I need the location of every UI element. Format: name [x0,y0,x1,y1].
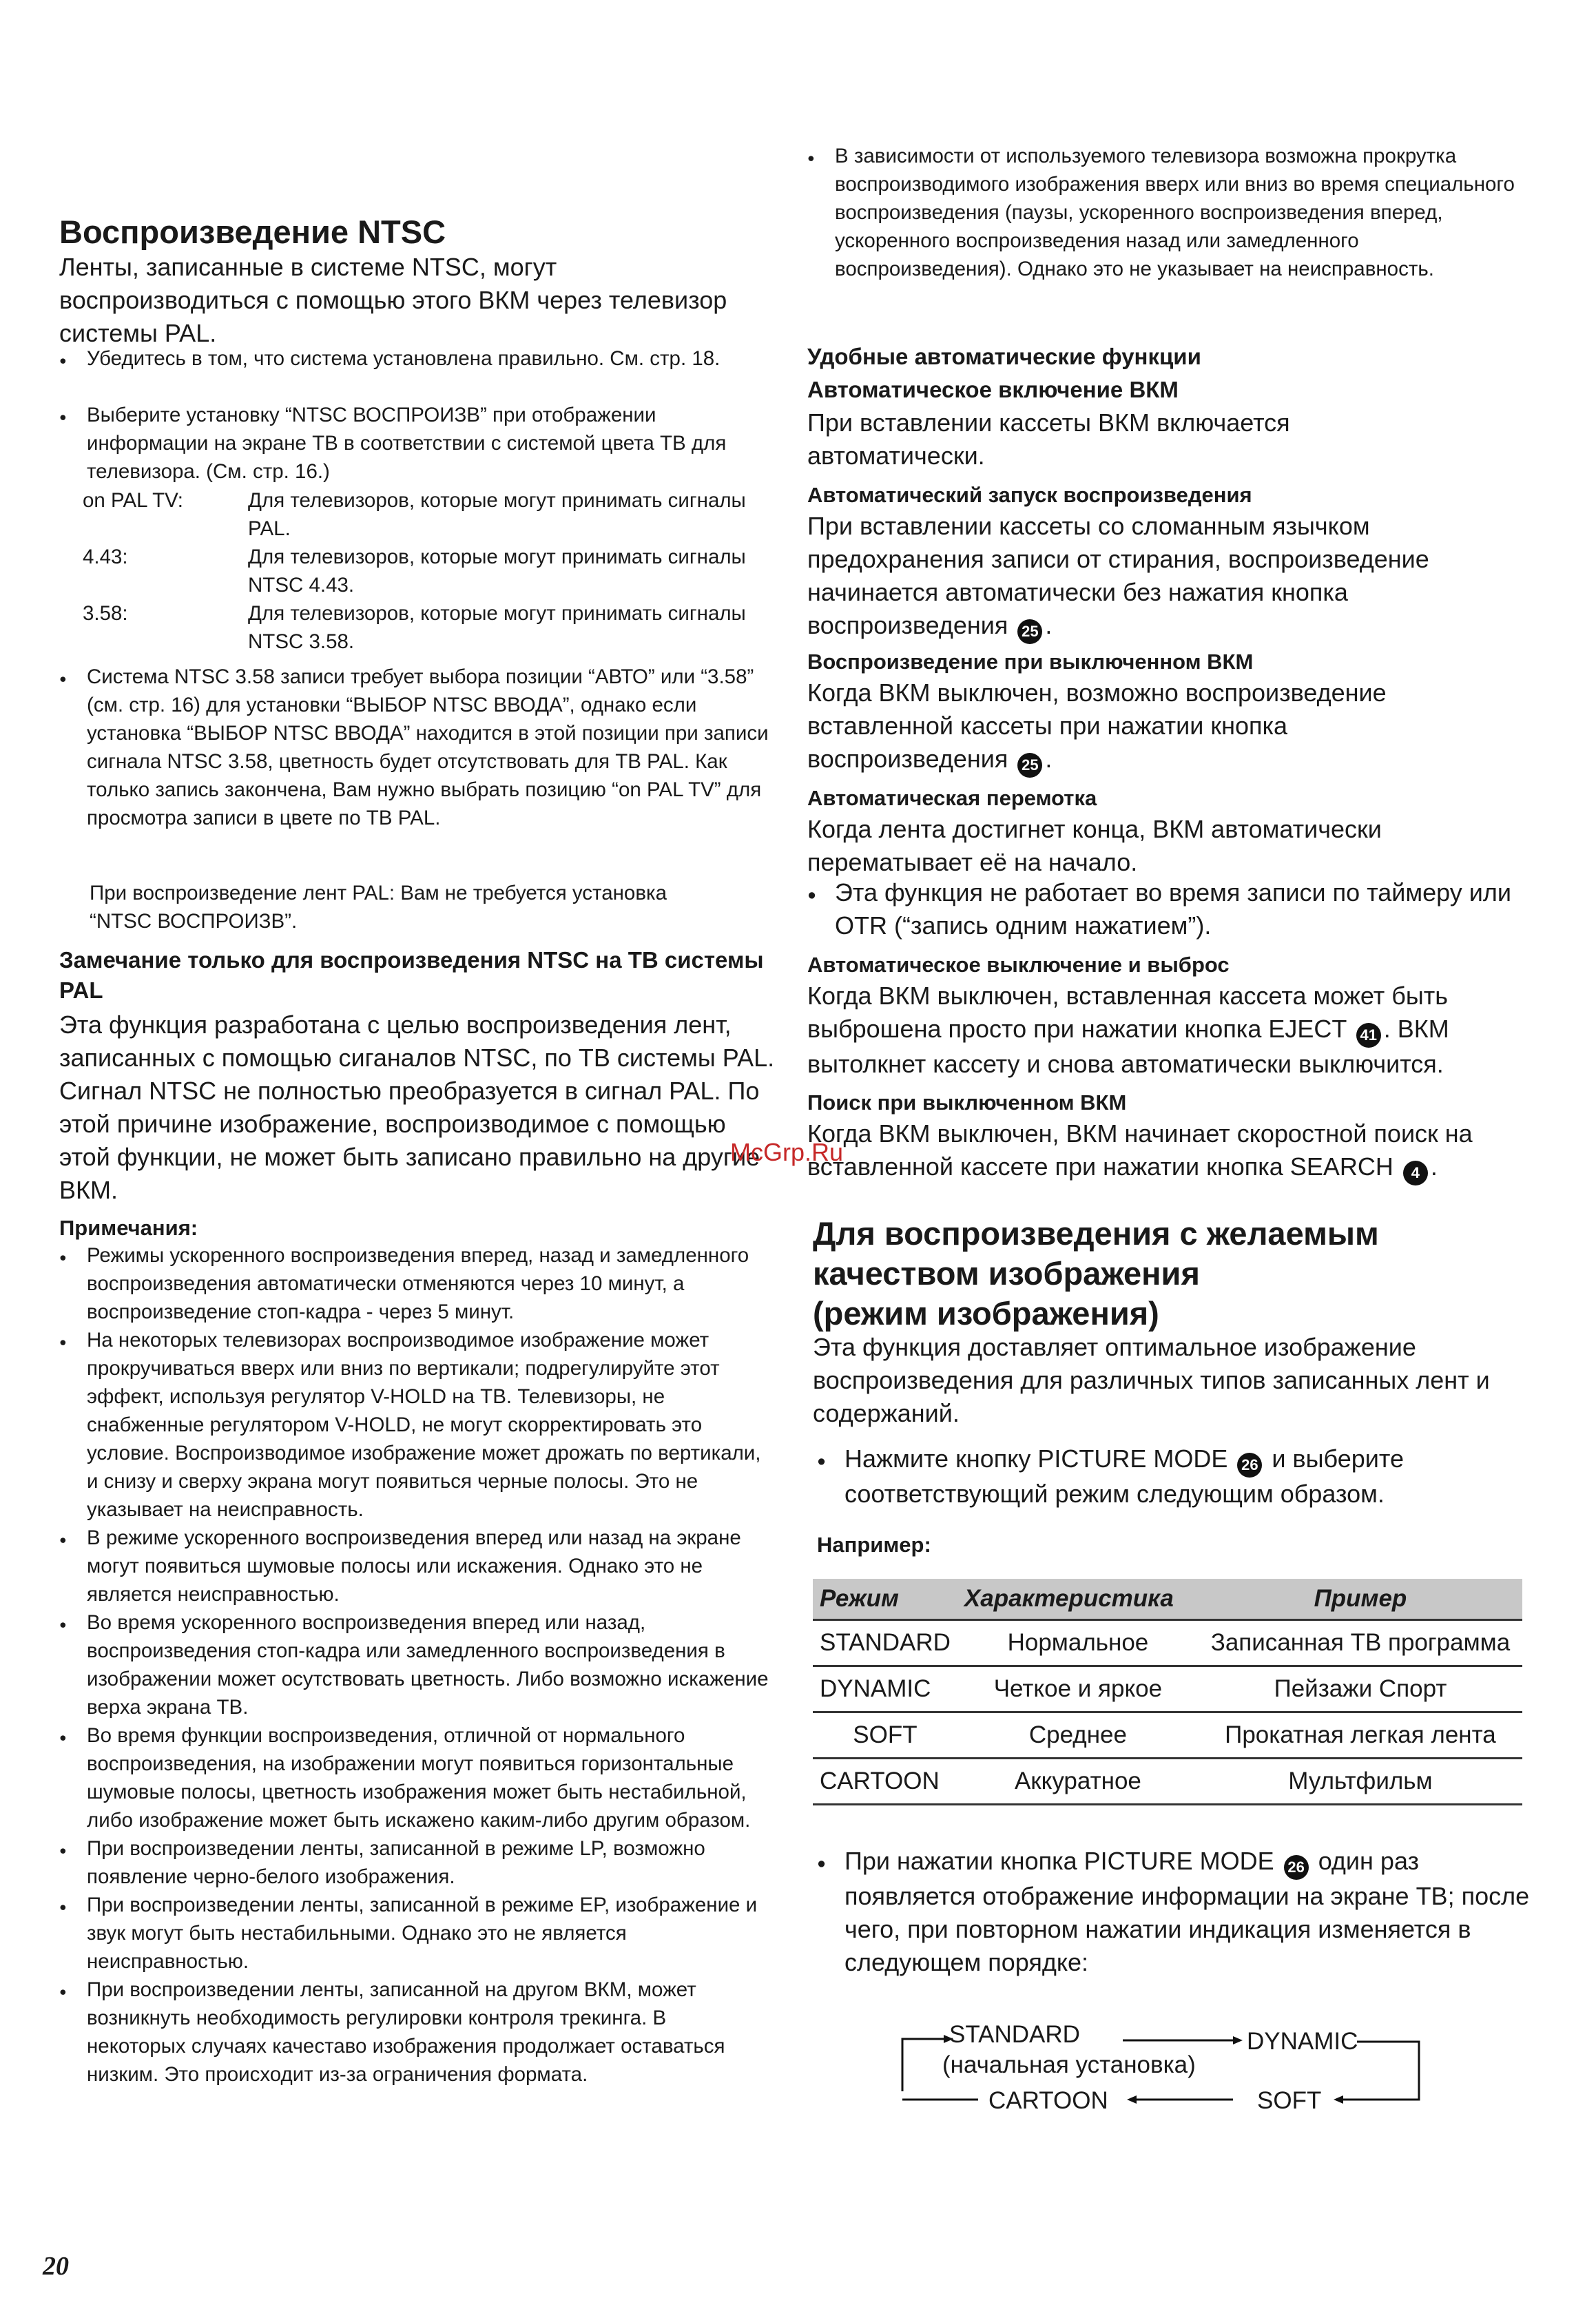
heading-picture-mode-3: (режим изображения) [813,1295,1159,1332]
option-value: Для телевизоров, которые могут принимать сигналы PAL. [248,489,746,540]
bullet-ntsc-setting: ● Выберите установку “NTSC ВОСПРОИЗВ” при отображении информации на экране ТВ в соответствии с системой цвета ТВ для телевизора. (См. стр. 16.) [59,401,769,486]
note-item: ● При воспроизведении ленты, записанной на другом ВКМ, может возникнуть необходимость регулировки контроля трекинга. В некоторых случаях качеставо изображения продолжает оставаться низким. Это происходит из-за ограничения формата. [59,1976,769,2089]
option-value: Для телевизоров, которые могут принимать сигналы NTSC 4.43. [248,546,746,597]
col-header-example: Пример [1199,1579,1522,1620]
cell-mode: SOFT [813,1712,957,1759]
ntsc-options [83,486,758,656]
heading-off-search: Поиск при выключенном ВКМ [807,1090,1127,1115]
option-row [83,486,758,543]
heading-auto-power: Автоматическое включение ВКМ [807,377,1179,402]
cell-example: Пейзажи Спорт [1199,1666,1522,1712]
table-row [813,1620,1522,1666]
auto-play-text: При вставлении кассеты со сломанным язычком предохранения записи от стирания, воспроизведение начинается автоматически без нажатия кнопка воспроизведения 25 . [807,510,1503,644]
auto-power-text: При вставлении кассеты ВКМ включается автоматически. [807,408,1290,470]
ntsc-intro: Ленты, записанные в системе NTSC, могут воспроизводиться с помощью этого ВКМ через телевизор системы PAL. [59,253,727,347]
picture-mode-button-ref: 26 [1237,1453,1262,1478]
section-title-ntsc: Воспроизведение NTSC [59,214,446,250]
table-header-row [813,1579,1522,1620]
search-button-ref: 4 [1403,1161,1428,1185]
notes-list [59,1241,769,2089]
note-item: ● В режиме ускоренного воспроизведения вперед или назад на экране могут появиться шумовые полосы или искажения. Однако это не является неисправностью. [59,1524,769,1608]
pm-cycle-end: один раз появляется отображение информации на экране ТВ; после чего, при повторном нажатии индикация изменяется в следующем порядке: [844,1847,1530,1976]
heading-picture-mode-1: Для воспроизведения с желаемым [813,1215,1379,1252]
bullet-press-picture-mode [817,1442,1506,1511]
cycle-dynamic: DYNAMIC [1247,2028,1358,2055]
press-pm-end: и выберите соответствующий режим следующим образом. [844,1444,1405,1508]
off-search-text: Когда ВКМ выключен, ВКМ начинает скоростной поиск на вставленной кассете при нажатии кнопка SEARCH 4 . [807,1117,1537,1185]
note-item: ● При воспроизведении ленты, записанной в режиме EP, изображение и звук могут быть нестабильными. Однако это не является неисправностью. [59,1891,769,1976]
watermark: McGrp.Ru [730,1138,844,1166]
option-key: 4.43: [83,546,128,568]
cell-mode: STANDARD [813,1620,957,1666]
bullet-picture-mode-cycle [817,1845,1533,1979]
note-item: ● На некоторых телевизорах воспроизводимое изображение может прокручиваться вверх или вниз по вертикали; подрегулируйте этот эффект, используя регулятор V-HOLD на ТВ. Телевизоры, не снабженные регулятором V-HOLD, не могут скорректировать это условие. Воспроизводимое изображение может дрожать по вертикали, и снизу и сверху экрана могут появиться черные полосы. Это не указывает на неисправность. [59,1326,769,1524]
cycle-cartoon: CARTOON [988,2087,1108,2114]
cell-characteristic: Аккуратное [957,1759,1199,1805]
pm-cycle-text: При нажатии кнопка PICTURE MODE [844,1847,1274,1875]
off-search-body: Когда ВКМ выключен, ВКМ начинает скоростной поиск на вставленной кассете при нажатии кнопка SEARCH [807,1119,1473,1181]
auto-rewind-text: Когда лента достигнет конца, ВКМ автоматически перематывает её на начало. [807,815,1382,876]
auto-eject-end: . ВКМ вытолкнет кассету и снова автоматически выключится. [807,1015,1449,1078]
heading-off-play: Воспроизведение при выключенном ВКМ [807,650,1254,674]
picture-mode-table [813,1579,1522,1805]
page-number: 20 [43,2252,69,2281]
table-row [813,1759,1522,1805]
option-key: 3.58: [83,602,128,625]
cell-mode: CARTOON [813,1759,957,1805]
eject-button-ref: 41 [1356,1023,1381,1048]
cell-example: Мультфильм [1199,1759,1522,1805]
picture-mode-button-ref: 26 [1284,1855,1309,1880]
cycle-soft: SOFT [1257,2087,1322,2114]
heading-auto-eject: Автоматическое выключение и выброс [807,953,1230,977]
cell-characteristic: Нормальное [957,1620,1199,1666]
cell-mode: DYNAMIC [813,1666,957,1712]
off-play-body: Когда ВКМ выключен, возможно воспроизведение вставленной кассеты при нажатии кнопка воспроизведения [807,679,1387,773]
cell-characteristic: Среднее [957,1712,1199,1759]
heading-auto-play: Автоматический запуск воспроизведения [807,483,1252,507]
pal-playback-note: При воспроизведение лент PAL: Вам не требуется установка “NTSC ВОСПРОИЗВ”. [90,882,667,933]
auto-eject-text [807,980,1531,1081]
picture-mode-intro: Эта функция доставляет оптимальное изображение воспроизведения для различных типов записанных лент и содержаний. [813,1333,1490,1427]
off-play-text: Когда ВКМ выключен, возможно воспроизведение вставленной кассеты при нажатии кнопка воспроизведения 25 . [807,676,1469,778]
bullet-system-check: ● Убедитесь в том, что система установлена правильно. См. стр. 18. [59,344,769,373]
heading-picture-mode-2: качеством изображения [813,1255,1200,1292]
col-header-mode: Режим [813,1579,957,1620]
heading-auto-rewind: Автоматическая перемотка [807,786,1097,810]
auto-play-body: При вставлении кассеты со сломанным язычком предохранения записи от стирания, воспроизведение начинается автоматически без нажатия кнопка воспроизведения [807,512,1429,639]
bullet-rewind-otr: ● Эта функция не работает во время записи по таймеру или OTR (“запись одним нажатием”). [807,876,1531,942]
option-row [83,599,758,656]
cycle-standard: STANDARD [949,2021,1080,2048]
heading-auto-functions: Удобные автоматические функции [807,344,1201,369]
play-button-ref: 25 [1017,753,1042,778]
ntsc-on-pal-text: Эта функция разработана с целью воспроизведения лент, записанных с помощью сиганалов NTSC, по ТВ системы PAL. Сигнал NTSC не полностью преобразуется в сигнал PAL. По этой причине изображение, воспроизводимое с помощью этой функции, не может быть записано правильно на другие ВКМ. [59,1011,775,1204]
notes-title: Примечания: [59,1216,198,1240]
cell-example: Записанная ТВ программа [1199,1620,1522,1666]
option-key: on PAL TV: [83,489,183,512]
heading-ntsc-on-pal: Замечание только для воспроизведения NTSC на ТВ системы PAL [59,947,764,1003]
special-playback-note: ● В зависимости от используемого телевизора возможна прокрутка воспроизводимого изображения вверх или вниз во время специального воспроизведения (паузы, ускоренного воспроизведения вперед, ускоренного воспроизведения назад или замедленного воспроизведения). Однако это не указывает на неисправность. [807,142,1524,283]
cell-characteristic: Четкое и яркое [957,1666,1199,1712]
note-item: ● Во время ускоренного воспроизведения вперед или назад, воспроизведения стоп-кадра или замедленного воспроизведения в изображении может осутствовать цветность. Либо возможно искажение верха экрана ТВ. [59,1608,769,1721]
cell-example: Прокатная легкая лента [1199,1712,1522,1759]
table-row [813,1712,1522,1759]
note-item: ● Режимы ускоренного воспроизведения вперед, назад и замедленного воспроизведения автоматически отменяются через 10 минут, а воспроизведение стоп-кадра - через 5 минут. [59,1241,769,1326]
bullet-ntsc-358: ● Система NTSC 3.58 записи требует выбора позиции “АВТО” или “3.58” (см. стр. 16) для установки “ВЫБОР NTSC ВВОДА”, однако если установка “ВЫБОР NTSC ВВОДА” находится в этой позиции при записи сигнала NTSC 3.58, цветность будет отсутствовать для ТВ PAL. Как только запись закончена, Вам нужно выбрать позицию “on PAL TV” для просмотра записи в цвете по ТВ PAL. [59,663,776,832]
col-header-characteristic: Характеристика [957,1579,1199,1620]
cycle-initial-setting: (начальная установка) [942,2051,1196,2078]
table-row [813,1666,1522,1712]
example-label: Например: [817,1533,931,1557]
option-row [83,543,758,599]
note-item: ● Во время функции воспроизведения, отличной от нормального воспроизведения, на изображении могут появиться горизонтальные шумовые полосы, цветность изображения может быть нестабильной, либо изображение может быть искажено каким-либо другим образом. [59,1721,769,1834]
option-value: Для телевизоров, которые могут принимать сигналы NTSC 3.58. [248,602,746,653]
auto-eject-body: Когда ВКМ выключен, вставленная кассета может быть выброшена просто при нажатии кнопка EJECT [807,982,1448,1043]
play-button-ref: 25 [1017,619,1042,644]
press-pm-text: Нажмите кнопку PICTURE MODE [844,1444,1228,1473]
note-item: ● При воспроизведении ленты, записанной в режиме LP, возможно появление черно-белого изображения. [59,1834,769,1891]
